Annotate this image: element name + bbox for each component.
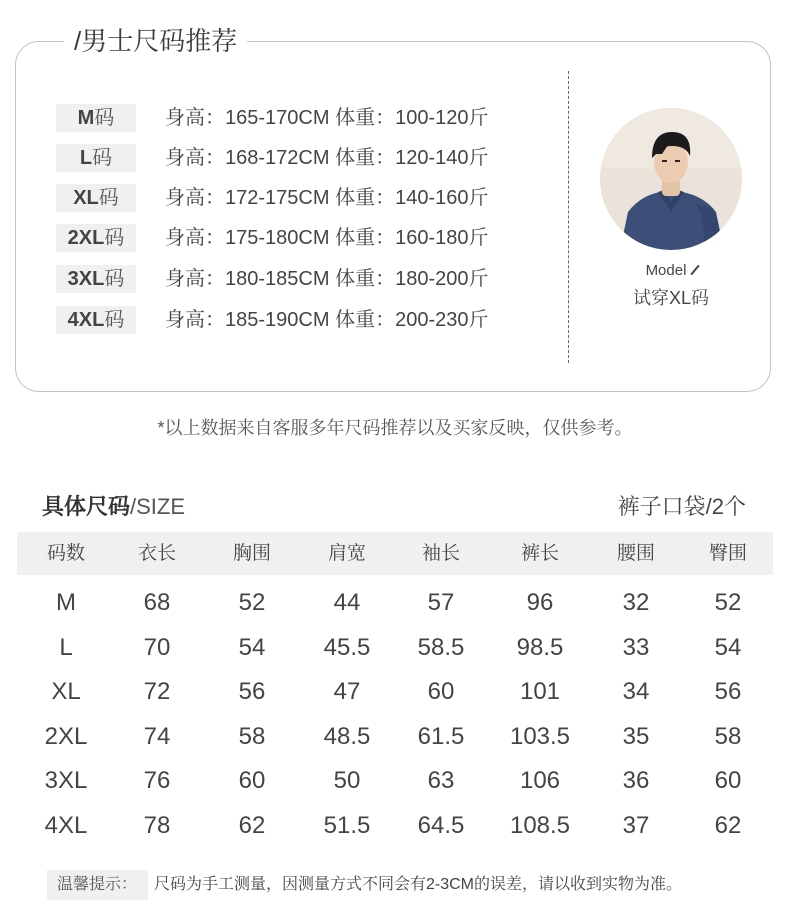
table-cell: 52 — [714, 589, 742, 616]
table-header-cell: 衣长 — [137, 543, 177, 564]
table-cell: 72 — [143, 678, 171, 705]
weight-range: 100-120斤 — [395, 107, 489, 129]
table-cell: 45.5 — [323, 634, 371, 661]
table-cell: 44 — [333, 589, 361, 616]
table-cell: 106 — [519, 767, 561, 794]
table-cell: 34 — [622, 678, 650, 705]
table-cell: 50 — [333, 767, 361, 794]
table-cell: 58 — [714, 723, 742, 750]
table-cell: 36 — [622, 767, 650, 794]
table-cell: 63 — [427, 767, 455, 794]
model-label-text: Model — [645, 262, 687, 279]
table-header-cell: 裤长 — [520, 543, 560, 564]
table-cell: 62 — [714, 812, 742, 839]
weight-label: 体重： — [335, 227, 396, 249]
height-range: 180-185CM — [225, 268, 330, 290]
height-range: 185-190CM — [225, 309, 330, 331]
size-table-title-zh: 具体尺码 — [42, 494, 131, 519]
table-header-cell: 臀围 — [708, 543, 748, 564]
weight-label: 体重： — [335, 187, 396, 209]
table-cell: 2XL — [44, 723, 88, 750]
table-cell: 68 — [143, 589, 171, 616]
weight-label: 体重： — [335, 309, 396, 331]
weight-range: 200-230斤 — [395, 309, 489, 331]
table-cell: 101 — [519, 678, 561, 705]
height-label: 身高： — [165, 268, 225, 290]
table-cell: 60 — [238, 767, 266, 794]
size-tag-size: 3XL — [67, 268, 105, 290]
height-label: 身高： — [165, 227, 225, 249]
size-tag-size: M — [77, 107, 95, 129]
table-cell: 3XL — [44, 767, 88, 794]
height-label: 身高： — [165, 309, 225, 331]
height-range: 172-175CM — [225, 187, 330, 209]
size-tag-unit: 码 — [104, 227, 125, 249]
table-header-cell: 腰围 — [616, 543, 656, 564]
table-cell: 96 — [526, 589, 554, 616]
table-header-band — [17, 532, 773, 575]
table-cell: 56 — [238, 678, 266, 705]
table-cell: 74 — [143, 723, 171, 750]
height-label: 身高： — [165, 107, 225, 129]
table-cell: 108.5 — [509, 812, 571, 839]
weight-label: 体重： — [335, 147, 396, 169]
size-tag-size: L — [79, 147, 93, 169]
table-header-cell: 肩宽 — [327, 543, 367, 564]
table-cell: 58.5 — [417, 634, 465, 661]
height-range: 165-170CM — [225, 107, 330, 129]
height-range: 168-172CM — [225, 147, 330, 169]
size-table-title — [42, 492, 185, 522]
dashed-divider — [568, 71, 569, 363]
table-cell: 62 — [238, 812, 266, 839]
weight-label: 体重： — [335, 268, 396, 290]
table-cell: L — [59, 634, 73, 661]
recommend-text — [165, 104, 488, 132]
table-cell: 52 — [238, 589, 266, 616]
size-tag-unit: 码 — [98, 187, 119, 209]
size-tag-size: 2XL — [67, 227, 105, 249]
weight-range: 120-140斤 — [395, 147, 489, 169]
table-cell: 51.5 — [323, 812, 371, 839]
model-avatar — [600, 108, 742, 250]
recommend-text — [165, 184, 488, 212]
table-cell: 78 — [143, 812, 171, 839]
tip-text: 尺码为手工测量，因测量方式不同会有2-3CM的误差，请以收到实物为准。 — [154, 876, 683, 893]
size-tag — [56, 104, 136, 132]
table-cell: 32 — [622, 589, 650, 616]
table-header-cell: 胸围 — [232, 543, 272, 564]
table-cell: 76 — [143, 767, 171, 794]
table-cell: 103.5 — [509, 723, 571, 750]
table-cell: 56 — [714, 678, 742, 705]
table-cell: 35 — [622, 723, 650, 750]
pocket-note: 裤子口袋/2个 — [617, 494, 746, 519]
recommend-text — [165, 265, 488, 293]
table-cell: 98.5 — [516, 634, 564, 661]
table-cell: 4XL — [44, 812, 88, 839]
table-header-cell: 码数 — [46, 543, 86, 564]
size-tag — [56, 144, 136, 172]
size-tag-unit: 码 — [94, 107, 115, 129]
table-cell: XL — [51, 678, 81, 705]
height-label: 身高： — [165, 147, 225, 169]
size-tag — [56, 224, 136, 252]
size-tag — [56, 184, 136, 212]
size-tag-size: XL — [73, 187, 99, 209]
table-cell: M — [56, 589, 76, 616]
recommendation-title: /男士尺码推荐 — [64, 24, 247, 58]
size-tag — [56, 306, 136, 334]
size-tag — [56, 265, 136, 293]
table-cell: 54 — [714, 634, 742, 661]
table-cell: 70 — [143, 634, 171, 661]
height-label: 身高： — [165, 187, 225, 209]
table-cell: 61.5 — [417, 723, 465, 750]
pencil-icon — [691, 265, 700, 275]
table-cell: 48.5 — [323, 723, 371, 750]
model-size: 试穿XL码 — [632, 288, 710, 308]
table-cell: 47 — [333, 678, 361, 705]
tip-label: 温馨提示： — [57, 876, 138, 893]
table-cell: 37 — [622, 812, 650, 839]
weight-range: 180-200斤 — [395, 268, 489, 290]
recommend-text — [165, 306, 488, 334]
weight-label: 体重： — [335, 107, 396, 129]
table-cell: 60 — [427, 678, 455, 705]
table-cell: 54 — [238, 634, 266, 661]
weight-range: 160-180斤 — [395, 227, 489, 249]
disclaimer-text: *以上数据来自客服多年尺码推荐以及买家反映，仅供参考。 — [157, 418, 633, 438]
size-tag-unit: 码 — [92, 147, 113, 169]
size-tag-unit: 码 — [104, 268, 125, 290]
table-header-cell: 袖长 — [421, 543, 461, 564]
model-label — [600, 262, 742, 280]
table-cell: 60 — [714, 767, 742, 794]
table-cell: 58 — [238, 723, 266, 750]
weight-range: 140-160斤 — [395, 187, 489, 209]
model-portrait — [600, 108, 742, 250]
table-cell: 57 — [427, 589, 455, 616]
size-tag-unit: 码 — [104, 309, 125, 331]
table-cell: 64.5 — [417, 812, 465, 839]
height-range: 175-180CM — [225, 227, 330, 249]
recommend-text — [165, 224, 488, 252]
size-table-title-en: /SIZE — [130, 494, 186, 519]
table-cell: 33 — [622, 634, 650, 661]
size-tag-size: 4XL — [67, 309, 105, 331]
recommend-text — [165, 144, 488, 172]
